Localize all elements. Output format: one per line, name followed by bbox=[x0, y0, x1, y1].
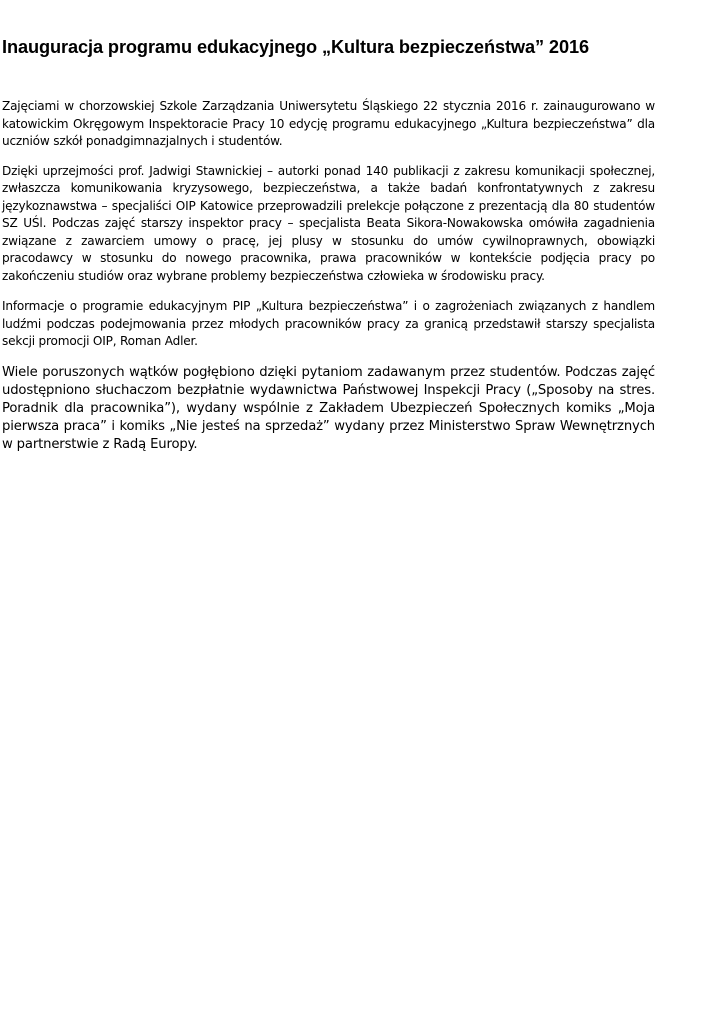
paragraph-3: Informacje o programie edukacyjnym PIP „Kultura bezpieczeństwa” i o zagrożeniach związanych z handlem ludźmi podczas podejmowania przez młodych pracowników pracy za granicą przedstawił starszy specjalista sekcji promocji OIP, Roman Adler. bbox=[2, 299, 655, 348]
article-body bbox=[2, 98, 655, 454]
page-title: Inauguracja programu edukacyjnego „Kultura bezpieczeństwa” 2016 bbox=[2, 37, 589, 57]
paragraph-4: Wiele poruszonych wątków pogłębiono dzięki pytaniom zadawanym przez studentów. Podczas zajęć udostępniono słuchaczom bezpłatnie wydawnictwa Państwowej Inspekcji Pracy („Sposoby na stres. Poradnik dla pracownika”), wydany wspólnie z Zakładem Ubezpieczeń Społecznych komiks „Moja pierwsza praca” i komiks „Nie jesteś na sprzedaż” wydany przez Ministerstwo Spraw Wewnętrznych w partnerstwie z Radą Europy. bbox=[2, 364, 655, 452]
paragraph-1: Zajęciami w chorzowskiej Szkole Zarządzania Uniwersytetu Śląskiego 22 stycznia 2016 r. zainaugurowano w katowickim Okręgowym Inspektoracie Pracy 10 edycję programu edukacyjnego „Kultura bezpieczeństwa” dla uczniów szkół ponadgimnazjalnych i studentów. bbox=[2, 99, 655, 148]
paragraph-2: Dzięki uprzejmości prof. Jadwigi Stawnickiej – autorki ponad 140 publikacji z zakresu komunikacji społecznej, zwłaszcza komunikowania kryzysowego, bezpieczeństwa, a także badań konfrontatywnych z zakresu językoznawstwa – specjaliści OIP Katowice przeprowadzili prelekcje połączone z prezentacją dla 80 studentów SZ UŚl. Podczas zajęć starszy inspektor pracy – specjalista Beata Sikora-Nowakowska omówiła zagadnienia związane z zawarciem umowy o pracę, jej plusy w stosunku do umów cywilnoprawnych, obowiązki pracodawcy w stosunku do nowego pracownika, prawa pracowników w kontekście podjęcia pracy po zakończeniu studiów oraz wybrane problemy bezpieczeństwa człowieka w środowisku pracy. bbox=[2, 163, 655, 283]
